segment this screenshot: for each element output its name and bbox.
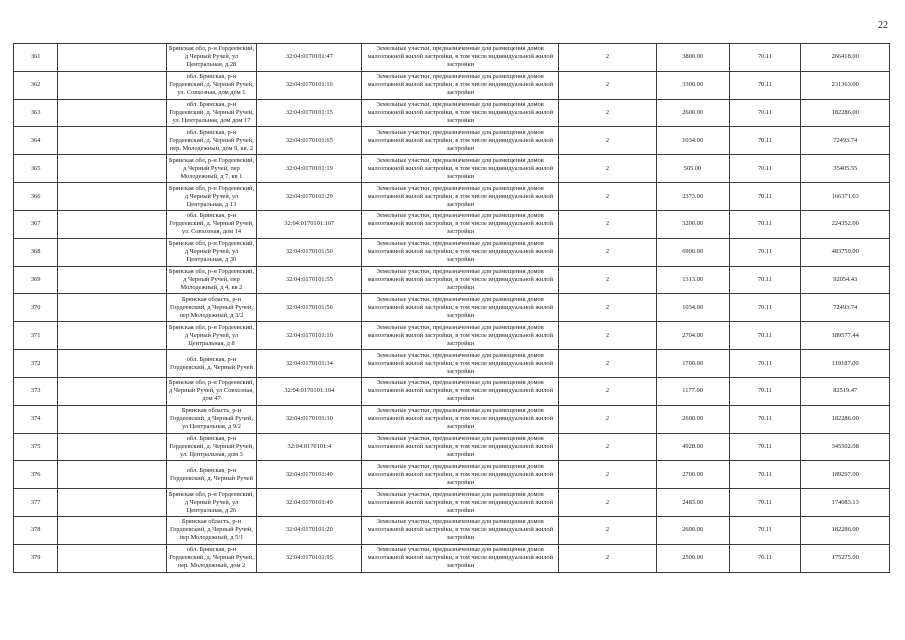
row-number: 367	[14, 210, 58, 238]
row-number: 376	[14, 461, 58, 489]
address-cell: Брянская область, р-н Гордеевский, д Черный Ручей, пер Молодежный, д 5/1	[166, 517, 257, 545]
table-row	[14, 266, 890, 294]
specific-value-cell: 70.11	[729, 71, 801, 99]
blank-cell	[58, 433, 166, 461]
permitted-use-cell: Земельные участки, предназначенные для размещения домов малоэтажной жилой застройки, в том числе индивидуальной жилой застройки	[362, 294, 559, 322]
group-cell: 2	[559, 433, 656, 461]
cadastral-number-cell: 32:04:0170101:10	[257, 322, 362, 350]
address-cell: обл. Брянская, р-н Гордеевский, д. Черный Ручей	[166, 350, 257, 378]
address-cell: Брянская обл, р-н Гордеевский, д Черный Ручей, ул Совхозная, дом 47	[166, 377, 257, 405]
group-cell: 2	[559, 405, 656, 433]
blank-cell	[58, 44, 166, 72]
cadastral-value-cell: 182286.00	[801, 517, 890, 545]
cadastral-number-cell: 32:04:0170101:29	[257, 183, 362, 211]
area-cell: 1034.00	[656, 294, 729, 322]
cadastral-value-cell: 189297.00	[801, 461, 890, 489]
area-cell: 3300.00	[656, 71, 729, 99]
permitted-use-cell: Земельные участки, предназначенные для размещения домов малоэтажной жилой застройки, в том числе индивидуальной жилой застройки	[362, 71, 559, 99]
permitted-use-cell: Земельные участки, предназначенные для размещения домов малоэтажной жилой застройки, в том числе индивидуальной жилой застройки	[362, 544, 559, 572]
address-cell: обл. Брянская, р-н Гордеевский, д. Черный Ручей, ул. Центральная, дом дом 17	[166, 99, 257, 127]
row-number: 370	[14, 294, 58, 322]
table-row	[14, 461, 890, 489]
cadastral-number-cell: 32:04:0170101:55	[257, 266, 362, 294]
specific-value-cell: 70.11	[729, 294, 801, 322]
blank-cell	[58, 155, 166, 183]
group-cell: 2	[559, 322, 656, 350]
page-number: 22	[878, 20, 888, 31]
cadastral-value-cell: 224352.00	[801, 210, 890, 238]
address-cell: обл. Брянская, р-н Гордеевский, д. Черный Ручей, ул. Совхозная, дом 14	[166, 210, 257, 238]
permitted-use-cell: Земельные участки, предназначенные для размещения домов малоэтажной жилой застройки, в том числе индивидуальной жилой застройки	[362, 183, 559, 211]
address-cell: Брянская обл, р-н Гордеевский, д Черный Ручей, ул Центральная, д 30	[166, 238, 257, 266]
blank-cell	[58, 294, 166, 322]
blank-cell	[58, 71, 166, 99]
blank-cell	[58, 127, 166, 155]
row-number: 369	[14, 266, 58, 294]
address-cell: Брянская обл, р-н Гордеевский, д Черный Ручей, ул Центральная, д 13	[166, 183, 257, 211]
address-cell: Брянская обл, р-н Гордеевский, д Черный Ручей, пер Молодежный, д 7, кв 1	[166, 155, 257, 183]
table-row	[14, 433, 890, 461]
permitted-use-cell: Земельные участки, предназначенные для размещения домов малоэтажной жилой застройки, в том числе индивидуальной жилой застройки	[362, 238, 559, 266]
cadastral-value-cell: 182286.00	[801, 99, 890, 127]
row-number: 366	[14, 183, 58, 211]
specific-value-cell: 70.11	[729, 322, 801, 350]
blank-cell	[58, 377, 166, 405]
area-cell: 505.00	[656, 155, 729, 183]
area-cell: 1700.00	[656, 350, 729, 378]
permitted-use-cell: Земельные участки, предназначенные для размещения домов малоэтажной жилой застройки, в том числе индивидуальной жилой застройки	[362, 377, 559, 405]
area-cell: 2483.00	[656, 489, 729, 517]
blank-cell	[58, 210, 166, 238]
specific-value-cell: 70.11	[729, 99, 801, 127]
specific-value-cell: 70.11	[729, 210, 801, 238]
address-cell: обл. Брянская, р-н Гордеевский, д. Черный Ручей	[166, 461, 257, 489]
cadastral-number-cell: 32:04:0170101:15	[257, 99, 362, 127]
address-cell: Брянская обл, р-н Гордеевский, д Черный Ручей, ул Центральная, д 28	[166, 44, 257, 72]
table-row	[14, 294, 890, 322]
group-cell: 2	[559, 266, 656, 294]
blank-cell	[58, 461, 166, 489]
specific-value-cell: 70.11	[729, 155, 801, 183]
address-cell: обл. Брянская, р-н Гордеевский, д. Черный Ручей, пер. Молодежный, дом 9, кв. 2	[166, 127, 257, 155]
cadastral-value-cell: 231363.00	[801, 71, 890, 99]
table-body	[14, 44, 890, 573]
address-cell: Брянская область, р-н Гордеевский, д Черный Ручей, ул Центральная, д 9/2	[166, 405, 257, 433]
permitted-use-cell: Земельные участки, предназначенные для размещения домов малоэтажной жилой застройки, в том числе индивидуальной жилой застройки	[362, 517, 559, 545]
table-row	[14, 350, 890, 378]
cadastral-value-cell: 92054.43	[801, 266, 890, 294]
permitted-use-cell: Земельные участки, предназначенные для размещения домов малоэтажной жилой застройки, в том числе индивидуальной жилой застройки	[362, 489, 559, 517]
table-row	[14, 322, 890, 350]
row-number: 371	[14, 322, 58, 350]
group-cell: 2	[559, 44, 656, 72]
address-cell: Брянская обл, р-н Гордеевский, д Черный Ручей, пер Молодежный, д 4, кв 2	[166, 266, 257, 294]
cadastral-value-cell: 182286.00	[801, 405, 890, 433]
row-number: 372	[14, 350, 58, 378]
table-row	[14, 517, 890, 545]
cadastral-value-cell: 82519.47	[801, 377, 890, 405]
cadastral-number-cell: 32:04:0170101:107	[257, 210, 362, 238]
blank-cell	[58, 544, 166, 572]
cadastral-number-cell: 32:04:0170101:95	[257, 544, 362, 572]
cadastral-number-cell: 32:04:0170101:104	[257, 377, 362, 405]
specific-value-cell: 70.11	[729, 461, 801, 489]
address-cell: обл. Брянская, р-н Гордеевский, д. Черный Ручей, ул. Центральная, дом 3	[166, 433, 257, 461]
cadastral-value-cell: 174083.13	[801, 489, 890, 517]
cadastral-value-cell: 166371.03	[801, 183, 890, 211]
specific-value-cell: 70.11	[729, 489, 801, 517]
row-number: 379	[14, 544, 58, 572]
area-cell: 2704.00	[656, 322, 729, 350]
area-cell: 6900.00	[656, 238, 729, 266]
blank-cell	[58, 350, 166, 378]
table-row	[14, 183, 890, 211]
blank-cell	[58, 99, 166, 127]
group-cell: 2	[559, 127, 656, 155]
specific-value-cell: 70.11	[729, 44, 801, 72]
permitted-use-cell: Земельные участки, предназначенные для размещения домов малоэтажной жилой застройки, в том числе индивидуальной жилой застройки	[362, 405, 559, 433]
group-cell: 2	[559, 99, 656, 127]
specific-value-cell: 70.11	[729, 350, 801, 378]
table-row	[14, 544, 890, 572]
cadastral-value-cell: 119187.00	[801, 350, 890, 378]
cadastral-number-cell: 32:04:0170101:16	[257, 71, 362, 99]
specific-value-cell: 70.11	[729, 405, 801, 433]
blank-cell	[58, 322, 166, 350]
area-cell: 3200.00	[656, 210, 729, 238]
address-cell: Брянская область, р-н Гордеевский, д Черный Ручей, пер Молодежный, д 3/2	[166, 294, 257, 322]
blank-cell	[58, 489, 166, 517]
area-cell: 1034.00	[656, 127, 729, 155]
table-row	[14, 71, 890, 99]
group-cell: 2	[559, 517, 656, 545]
cadastral-number-cell: 32:04:0170101:30	[257, 405, 362, 433]
group-cell: 2	[559, 461, 656, 489]
table-row	[14, 99, 890, 127]
group-cell: 2	[559, 155, 656, 183]
group-cell: 2	[559, 544, 656, 572]
cadastral-number-cell: 32:04:0170101:65	[257, 127, 362, 155]
blank-cell	[58, 405, 166, 433]
cadastral-value-cell: 483759.00	[801, 238, 890, 266]
row-number: 363	[14, 99, 58, 127]
cadastral-value-cell: 72493.74	[801, 294, 890, 322]
cadastral-value-cell: 175275.00	[801, 544, 890, 572]
specific-value-cell: 70.11	[729, 238, 801, 266]
cadastral-number-cell: 32:04:0170101:40	[257, 461, 362, 489]
specific-value-cell: 70.11	[729, 266, 801, 294]
row-number: 374	[14, 405, 58, 433]
cadastral-number-cell: 32:04:0170101:56	[257, 294, 362, 322]
group-cell: 2	[559, 210, 656, 238]
specific-value-cell: 70.11	[729, 183, 801, 211]
cadastral-value-cell: 266418.00	[801, 44, 890, 72]
row-number: 375	[14, 433, 58, 461]
address-cell: Брянская обл, р-н Гордеевский, д Черный Ручей, ул Центральная, д 8	[166, 322, 257, 350]
group-cell: 2	[559, 377, 656, 405]
row-number: 378	[14, 517, 58, 545]
permitted-use-cell: Земельные участки, предназначенные для размещения домов малоэтажной жилой застройки, в том числе индивидуальной жилой застройки	[362, 461, 559, 489]
row-number: 373	[14, 377, 58, 405]
area-cell: 2600.00	[656, 517, 729, 545]
address-cell: обл. Брянская, р-н Гордеевский, д. Черный Ручей, пер. Молодежный, дом 2	[166, 544, 257, 572]
table-row	[14, 44, 890, 72]
cadastral-value-cell: 72493.74	[801, 127, 890, 155]
cadastral-value-cell: 35405.55	[801, 155, 890, 183]
group-cell: 2	[559, 71, 656, 99]
cadastral-number-cell: 32:04:0170101:50	[257, 238, 362, 266]
cadastral-number-cell: 32:04:0170101:4	[257, 433, 362, 461]
table-row	[14, 489, 890, 517]
table-row	[14, 238, 890, 266]
area-cell: 4928.00	[656, 433, 729, 461]
specific-value-cell: 70.11	[729, 517, 801, 545]
table-row	[14, 155, 890, 183]
group-cell: 2	[559, 489, 656, 517]
blank-cell	[58, 517, 166, 545]
permitted-use-cell: Земельные участки, предназначенные для размещения домов малоэтажной жилой застройки, в том числе индивидуальной жилой застройки	[362, 433, 559, 461]
specific-value-cell: 70.11	[729, 377, 801, 405]
area-cell: 2500.00	[656, 544, 729, 572]
row-number: 368	[14, 238, 58, 266]
area-cell: 1313.00	[656, 266, 729, 294]
area-cell: 1177.00	[656, 377, 729, 405]
cadastral-number-cell: 32:04:0170101:34	[257, 350, 362, 378]
group-cell: 2	[559, 294, 656, 322]
blank-cell	[58, 183, 166, 211]
permitted-use-cell: Земельные участки, предназначенные для размещения домов малоэтажной жилой застройки, в том числе индивидуальной жилой застройки	[362, 99, 559, 127]
land-plot-table	[13, 43, 890, 573]
area-cell: 2600.00	[656, 405, 729, 433]
blank-cell	[58, 238, 166, 266]
area-cell: 2373.00	[656, 183, 729, 211]
cadastral-number-cell: 32:04:0170101:49	[257, 489, 362, 517]
permitted-use-cell: Земельные участки, предназначенные для размещения домов малоэтажной жилой застройки, в том числе индивидуальной жилой застройки	[362, 322, 559, 350]
area-cell: 2600.00	[656, 99, 729, 127]
row-number: 361	[14, 44, 58, 72]
address-cell: Брянская обл, р-н Гордеевский, д Черный Ручей, ул Центральная, д 26	[166, 489, 257, 517]
table-row	[14, 127, 890, 155]
cadastral-value-cell: 189577.44	[801, 322, 890, 350]
cadastral-value-cell: 345502.08	[801, 433, 890, 461]
table-row	[14, 405, 890, 433]
specific-value-cell: 70.11	[729, 544, 801, 572]
area-cell: 3800.00	[656, 44, 729, 72]
group-cell: 2	[559, 238, 656, 266]
permitted-use-cell: Земельные участки, предназначенные для размещения домов малоэтажной жилой застройки, в том числе индивидуальной жилой застройки	[362, 350, 559, 378]
row-number: 364	[14, 127, 58, 155]
specific-value-cell: 70.11	[729, 127, 801, 155]
specific-value-cell: 70.11	[729, 433, 801, 461]
area-cell: 2700.00	[656, 461, 729, 489]
cadastral-number-cell: 32:04:0170101:20	[257, 517, 362, 545]
group-cell: 2	[559, 350, 656, 378]
cadastral-number-cell: 32:04:0170101:47	[257, 44, 362, 72]
permitted-use-cell: Земельные участки, предназначенные для размещения домов малоэтажной жилой застройки, в том числе индивидуальной жилой застройки	[362, 266, 559, 294]
address-cell: обл. Брянская, р-н Гордеевский, д. Черный Ручей, ул. Совхозная, дом дом 1	[166, 71, 257, 99]
table-row	[14, 210, 890, 238]
row-number: 365	[14, 155, 58, 183]
permitted-use-cell: Земельные участки, предназначенные для размещения домов малоэтажной жилой застройки, в том числе индивидуальной жилой застройки	[362, 210, 559, 238]
permitted-use-cell: Земельные участки, предназначенные для размещения домов малоэтажной жилой застройки, в том числе индивидуальной жилой застройки	[362, 155, 559, 183]
permitted-use-cell: Земельные участки, предназначенные для размещения домов малоэтажной жилой застройки, в том числе индивидуальной жилой застройки	[362, 44, 559, 72]
blank-cell	[58, 266, 166, 294]
cadastral-number-cell: 32:04:0170101:19	[257, 155, 362, 183]
row-number: 377	[14, 489, 58, 517]
permitted-use-cell: Земельные участки, предназначенные для размещения домов малоэтажной жилой застройки, в том числе индивидуальной жилой застройки	[362, 127, 559, 155]
group-cell: 2	[559, 183, 656, 211]
row-number: 362	[14, 71, 58, 99]
table-row	[14, 377, 890, 405]
